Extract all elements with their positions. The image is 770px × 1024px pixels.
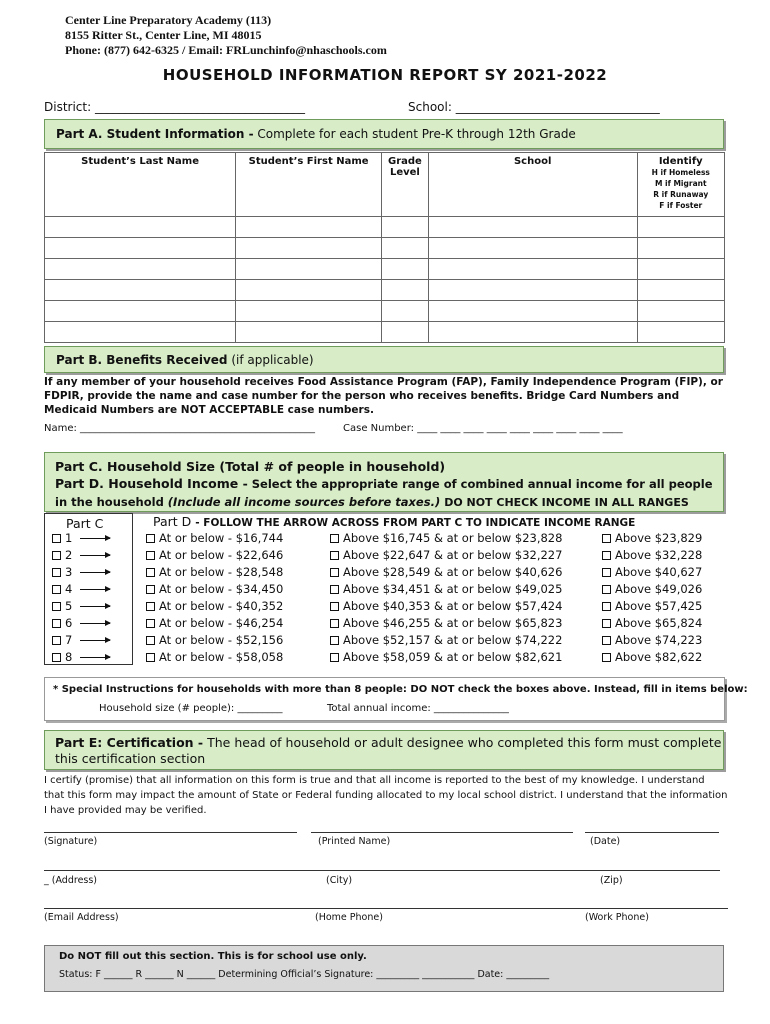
part-b-name-field[interactable]: Name: _______________________________________________ — [44, 423, 316, 434]
city-label: (City) — [326, 875, 353, 886]
income-low-label: At or below - $22,646 — [159, 548, 284, 562]
income-high-8[interactable] — [602, 650, 702, 664]
income-mid-label: Above $28,549 & at or below $40,626 — [343, 565, 563, 579]
income-high-label: Above $23,829 — [615, 531, 703, 545]
income-low-label: At or below - $46,254 — [159, 616, 284, 630]
income-mid-label: Above $22,647 & at or below $32,227 — [343, 548, 563, 562]
part-b-case-number-field[interactable]: Case Number: ____ ____ ____ ____ ____ ____ ____ ____ ____ — [343, 423, 623, 434]
part-d-include-note: (Include all income sources before taxes.) — [167, 495, 441, 509]
table-row[interactable] — [45, 238, 725, 259]
part-e-header — [44, 730, 724, 770]
part-d-warning: DO NOT CHECK INCOME IN ALL RANGES — [444, 496, 689, 509]
income-high-label: Above $32,228 — [615, 548, 703, 562]
checkbox-icon[interactable] — [52, 585, 61, 594]
income-row-7 — [52, 633, 703, 647]
col-last-name: Student’s Last Name — [45, 153, 236, 217]
home-phone-label: (Home Phone) — [315, 912, 383, 923]
size-checkbox-3[interactable] — [52, 565, 72, 579]
income-low-label: At or below - $52,156 — [159, 633, 284, 647]
date-line[interactable] — [585, 832, 719, 833]
income-mid-label: Above $40,353 & at or below $57,424 — [343, 599, 563, 613]
printed-name-label: (Printed Name) — [318, 836, 391, 847]
arrow-right-icon — [80, 589, 110, 590]
size-checkbox-6[interactable] — [52, 616, 72, 630]
part-b-header — [44, 346, 724, 373]
checkbox-icon[interactable] — [146, 568, 155, 577]
income-high-label: Above $65,824 — [615, 616, 703, 630]
income-row-8 — [52, 650, 703, 664]
checkbox-icon[interactable] — [602, 551, 611, 560]
income-mid-2[interactable] — [330, 548, 562, 562]
identify-runaway: R if Runaway — [653, 190, 709, 199]
income-low-6[interactable] — [146, 616, 283, 630]
identify-migrant: M if Migrant — [654, 179, 707, 188]
work-phone-label: (Work Phone) — [585, 912, 649, 923]
district-field[interactable]: District: ___________________________________ — [44, 100, 305, 114]
income-mid-label: Above $34,451 & at or below $49,025 — [343, 582, 563, 596]
income-high-5[interactable] — [602, 599, 702, 613]
checkbox-icon[interactable] — [146, 551, 155, 560]
address-label: _ (Address) — [44, 875, 98, 886]
checkbox-icon[interactable] — [146, 602, 155, 611]
income-high-4[interactable] — [602, 582, 702, 596]
table-row[interactable] — [45, 259, 725, 280]
checkbox-icon[interactable] — [602, 636, 611, 645]
income-mid-6[interactable] — [330, 616, 562, 630]
income-low-1[interactable] — [146, 531, 283, 545]
col-grade-level: Grade Level — [381, 153, 428, 217]
income-low-4[interactable] — [146, 582, 283, 596]
income-mid-3[interactable] — [330, 565, 562, 579]
checkbox-icon[interactable] — [146, 653, 155, 662]
size-label: 4 — [65, 582, 73, 596]
special-instructions-box — [44, 677, 748, 721]
checkbox-icon[interactable] — [146, 619, 155, 628]
checkbox-icon[interactable] — [602, 534, 611, 543]
identify-foster: F if Foster — [659, 201, 703, 210]
income-mid-5[interactable] — [330, 599, 562, 613]
income-high-label: Above $40,627 — [615, 565, 703, 579]
total-income-field[interactable]: Total annual income: _______________ — [327, 703, 509, 714]
size-checkbox-4[interactable] — [52, 582, 72, 596]
contact-line[interactable] — [44, 908, 728, 909]
arrow-right-icon — [80, 572, 110, 573]
part-a-header — [44, 119, 724, 149]
income-row-4 — [52, 582, 703, 596]
income-row-6 — [52, 616, 703, 630]
checkbox-icon[interactable] — [330, 568, 339, 577]
income-row-1 — [52, 531, 703, 545]
size-label: 5 — [65, 599, 73, 613]
income-low-8[interactable] — [146, 650, 283, 664]
income-low-label: At or below - $28,548 — [159, 565, 284, 579]
school-contact: Phone: (877) 642-6325 / Email: FRLunchinfo@nhaschools.com — [65, 43, 387, 57]
income-low-7[interactable] — [146, 633, 283, 647]
form-title: HOUSEHOLD INFORMATION REPORT SY 2021-2022 — [162, 66, 608, 84]
identify-homeless: H if Homeless — [651, 168, 710, 177]
size-label: 8 — [65, 650, 73, 664]
income-row-2 — [52, 548, 703, 562]
checkbox-icon[interactable] — [52, 534, 61, 543]
date-label: (Date) — [590, 836, 621, 847]
part-c-header: Part C — [66, 516, 104, 531]
checkbox-icon[interactable] — [52, 636, 61, 645]
special-instructions-text: * Special Instructions for households with more than 8 people: DO NOT check the boxes above. Instead, fill in items below: — [53, 684, 748, 695]
part-cd-header — [44, 452, 724, 512]
household-size-field[interactable]: Household size (# people): _________ — [99, 703, 283, 714]
part-e-subtitle: The head of household or adult designee who completed this form must complete this certification section — [55, 735, 722, 766]
student-table — [44, 152, 725, 343]
size-label: 7 — [65, 633, 73, 647]
checkbox-icon[interactable] — [330, 636, 339, 645]
size-checkbox-8[interactable] — [52, 650, 72, 664]
checkbox-icon[interactable] — [146, 636, 155, 645]
size-label: 6 — [65, 616, 73, 630]
part-b-instructions: If any member of your household receives Food Assistance Program (FAP), Family Independence Program (FIP), or FDPIR, provide the name and case number for the person who receives benefits. Bridge Card Numbers and Medicaid Numbers are NOT ACCEPTABLE case numbers. — [44, 376, 723, 416]
arrow-right-icon — [80, 657, 110, 658]
email-label: (Email Address) — [44, 912, 119, 923]
col-school: School — [428, 153, 637, 217]
income-high-2[interactable] — [602, 548, 702, 562]
address-line[interactable] — [44, 870, 720, 871]
checkbox-icon[interactable] — [52, 619, 61, 628]
part-d-follow-arrow: - FOLLOW THE ARROW ACROSS FROM PART C TO INDICATE INCOME RANGE — [195, 517, 636, 529]
arrow-right-icon — [80, 538, 110, 539]
part-a-title: Part A. Student Information - — [56, 127, 254, 141]
checkbox-icon[interactable] — [146, 585, 155, 594]
school-use-box — [44, 945, 724, 992]
checkbox-icon[interactable] — [602, 619, 611, 628]
checkbox-icon[interactable] — [602, 653, 611, 662]
checkbox-icon[interactable] — [330, 602, 339, 611]
income-mid-label: Above $16,745 & at or below $23,828 — [343, 531, 563, 545]
size-label: 1 — [65, 531, 73, 545]
income-high-6[interactable] — [602, 616, 702, 630]
income-low-label: At or below - $34,450 — [159, 582, 284, 596]
income-mid-4[interactable] — [330, 582, 562, 596]
income-low-label: At or below - $16,744 — [159, 531, 284, 545]
income-mid-7[interactable] — [330, 633, 562, 647]
table-row[interactable] — [45, 217, 725, 238]
arrow-right-icon — [80, 555, 110, 556]
income-low-5[interactable] — [146, 599, 283, 613]
size-checkbox-1[interactable] — [52, 531, 72, 545]
checkbox-icon[interactable] — [330, 551, 339, 560]
school-address: 8155 Ritter St., Center Line, MI 48015 — [65, 28, 262, 42]
arrow-right-icon — [80, 623, 110, 624]
part-d-header — [153, 514, 635, 529]
size-checkbox-5[interactable] — [52, 599, 72, 613]
income-high-label: Above $57,425 — [615, 599, 703, 613]
col-identify-label: Identify — [658, 156, 703, 167]
size-checkbox-7[interactable] — [52, 633, 72, 647]
income-low-3[interactable] — [146, 565, 283, 579]
signature-label: (Signature) — [44, 836, 98, 847]
part-c-title: Part C. Household Size (Total # of people in household) — [55, 459, 446, 474]
income-high-7[interactable] — [602, 633, 702, 647]
part-b-note: (if applicable) — [231, 353, 314, 367]
table-row[interactable] — [45, 301, 725, 322]
checkbox-icon[interactable] — [330, 619, 339, 628]
checkbox-icon[interactable] — [330, 534, 339, 543]
income-mid-label: Above $58,059 & at or below $82,621 — [343, 650, 563, 664]
income-high-label: Above $49,026 — [615, 582, 703, 596]
arrow-right-icon — [80, 640, 110, 641]
income-low-label: At or below - $40,352 — [159, 599, 284, 613]
table-row[interactable] — [45, 322, 725, 343]
school-field[interactable]: School: __________________________________ — [408, 100, 660, 114]
signature-line[interactable] — [44, 832, 297, 833]
income-high-label: Above $74,223 — [615, 633, 703, 647]
certification-text: I certify (promise) that all information on this form is true and that all income is reported to the best of my knowledge. I understand that this form may impact the amount of State or Federal funding allocated to my local school district. I understand that the information I have provided may be verified. — [44, 775, 728, 816]
checkbox-icon[interactable] — [330, 653, 339, 662]
printed-name-line[interactable] — [311, 832, 573, 833]
checkbox-icon[interactable] — [52, 568, 61, 577]
size-checkbox-2[interactable] — [52, 548, 72, 562]
arrow-right-icon — [80, 606, 110, 607]
income-mid-8[interactable] — [330, 650, 562, 664]
zip-label: (Zip) — [600, 875, 623, 886]
income-high-1[interactable] — [602, 531, 702, 545]
school-use-status: Status: F ______ R ______ N ______ Determining Official’s Signature: _________ ___________ Date: _________ — [59, 969, 550, 980]
income-mid-label: Above $46,255 & at or below $65,823 — [343, 616, 563, 630]
part-e-title: Part E: Certification - — [55, 735, 204, 750]
income-row-5 — [52, 599, 703, 613]
checkbox-icon[interactable] — [602, 568, 611, 577]
school-use-title: Do NOT fill out this section. This is for school use only. — [59, 951, 367, 962]
size-label: 2 — [65, 548, 73, 562]
checkbox-icon[interactable] — [602, 602, 611, 611]
checkbox-icon[interactable] — [146, 534, 155, 543]
income-mid-label: Above $52,157 & at or below $74,222 — [343, 633, 563, 647]
col-first-name: Student’s First Name — [236, 153, 382, 217]
part-d-header-label: Part D — [153, 514, 192, 529]
size-label: 3 — [65, 565, 73, 579]
income-mid-1[interactable] — [330, 531, 562, 545]
checkbox-icon[interactable] — [52, 551, 61, 560]
part-a-subtitle: Complete for each student Pre-K through 12th Grade — [257, 127, 576, 141]
col-identify — [637, 153, 724, 217]
table-row[interactable] — [45, 280, 725, 301]
income-low-label: At or below - $58,058 — [159, 650, 284, 664]
part-d-instruction-cont: in the household — [55, 495, 164, 509]
checkbox-icon[interactable] — [330, 585, 339, 594]
school-name: Center Line Preparatory Academy (113) — [65, 13, 272, 27]
income-high-label: Above $82,622 — [615, 650, 703, 664]
checkbox-icon[interactable] — [52, 602, 61, 611]
part-b-title: Part B. Benefits Received — [56, 353, 228, 367]
part-d-title: Part D. Household Income - — [55, 476, 248, 491]
part-d-instruction: Select the appropriate range of combined annual income for all people — [251, 477, 713, 491]
income-high-3[interactable] — [602, 565, 702, 579]
income-row-3 — [52, 565, 703, 579]
checkbox-icon[interactable] — [52, 653, 61, 662]
income-low-2[interactable] — [146, 548, 283, 562]
checkbox-icon[interactable] — [602, 585, 611, 594]
